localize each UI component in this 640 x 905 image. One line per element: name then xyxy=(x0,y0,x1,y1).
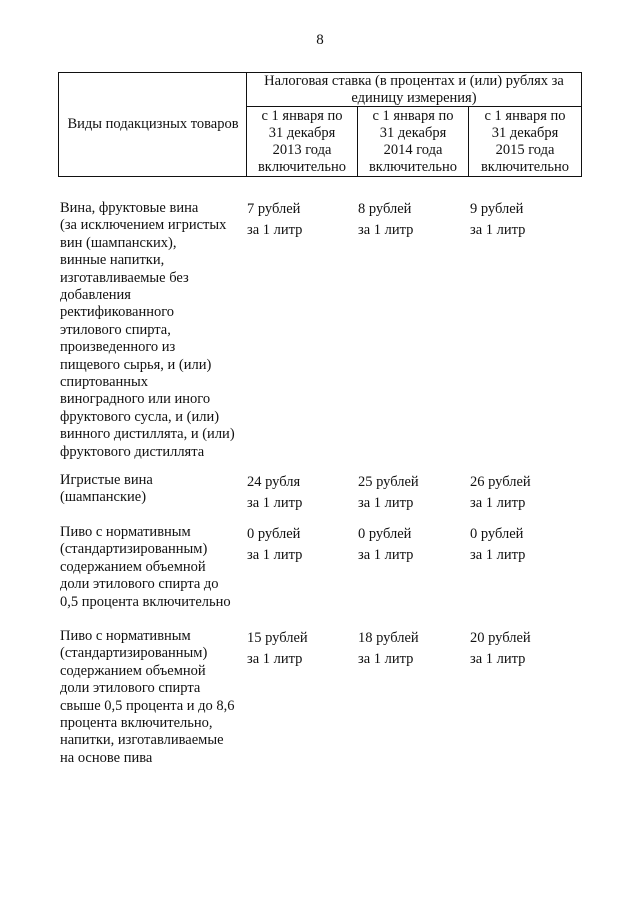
period-line: 2015 года xyxy=(495,142,555,158)
row-beer-low-rate-2013 xyxy=(247,524,302,566)
border-left xyxy=(58,72,59,177)
rate-amount: 15 рублей xyxy=(247,630,308,646)
row-wine-rate-2015 xyxy=(470,199,525,241)
rate-header-line: Налоговая ставка (в процентах и (или) рублях за xyxy=(264,73,564,89)
kind-line: фруктового дистиллята xyxy=(60,443,205,460)
row-beer-high-rate-2014 xyxy=(358,628,419,670)
rate-unit: за 1 литр xyxy=(358,222,414,238)
period-line: 2014 года xyxy=(383,142,443,158)
row-sparkling-rate-2014 xyxy=(358,472,419,514)
kind-line: вин (шампанских), xyxy=(60,234,177,251)
kind-line: Пиво с нормативным xyxy=(60,628,191,644)
row-sparkling-kind xyxy=(60,472,260,507)
rate-amount: 0 рублей xyxy=(358,526,412,542)
border-right xyxy=(581,72,582,177)
border-bottom xyxy=(58,176,582,177)
kind-line: свыше 0,5 процента и до 8,6 xyxy=(60,697,235,714)
rate-amount: 26 рублей xyxy=(470,474,531,490)
rate-unit: за 1 литр xyxy=(470,495,526,511)
kind-line: (стандартизированным) xyxy=(60,541,208,558)
rate-header-line: единицу измерения) xyxy=(351,90,477,106)
period-line: включительно xyxy=(257,159,347,175)
rate-unit: за 1 литр xyxy=(247,222,303,238)
period-line: включительно xyxy=(480,159,570,175)
rate-unit: за 1 литр xyxy=(470,651,526,667)
row-sparkling-rate-2013 xyxy=(247,472,302,514)
period-line: 2013 года xyxy=(272,142,332,158)
row-beer-low-kind xyxy=(60,524,260,611)
kind-line: содержанием объемной xyxy=(60,662,206,679)
period-2014-header xyxy=(358,108,468,176)
kind-line: виноградного или иного xyxy=(60,391,211,408)
row-beer-high-rate-2015 xyxy=(470,628,531,670)
kind-line: ректификованного xyxy=(60,304,175,321)
kind-line: Игристые вина xyxy=(60,472,153,488)
rate-header xyxy=(247,72,581,107)
row-beer-low-rate-2015 xyxy=(470,524,525,566)
kind-line: пищевого сырья, и (или) xyxy=(60,356,212,373)
rate-unit: за 1 литр xyxy=(358,495,414,511)
row-beer-high-kind xyxy=(60,628,260,767)
rate-unit: за 1 литр xyxy=(247,651,303,667)
rate-unit: за 1 литр xyxy=(470,222,526,238)
rate-unit: за 1 литр xyxy=(247,495,303,511)
row-sparkling-rate-2015 xyxy=(470,472,531,514)
rate-amount: 20 рублей xyxy=(470,630,531,646)
kind-line: процента включительно, xyxy=(60,715,213,732)
kind-line: содержанием объемной xyxy=(60,558,206,575)
kind-line: напитки, изготавливаемые xyxy=(60,732,224,749)
kind-line: доли этилового спирта до xyxy=(60,576,219,593)
kind-line: (стандартизированным) xyxy=(60,645,208,662)
row-wine-rate-2014 xyxy=(358,199,413,241)
kind-line: на основе пива xyxy=(60,749,153,766)
kind-line: этилового спирта, xyxy=(60,321,171,338)
kind-line: винные напитки, xyxy=(60,252,165,269)
kind-line: 0,5 процента включительно xyxy=(60,593,231,610)
period-2015-header xyxy=(469,108,581,176)
period-line: включительно xyxy=(368,159,458,175)
row-beer-high-rate-2013 xyxy=(247,628,308,670)
kind-line: Пиво с нормативным xyxy=(60,524,191,540)
kind-line: произведенного из xyxy=(60,339,176,356)
kind-line: (за исключением игристых xyxy=(60,217,227,234)
period-line: с 1 января по xyxy=(372,108,454,124)
kind-line: доли этилового спирта xyxy=(60,680,201,697)
kind-line: (шампанские) xyxy=(60,489,147,506)
rate-amount: 0 рублей xyxy=(247,526,301,542)
rate-unit: за 1 литр xyxy=(470,547,526,563)
rate-amount: 9 рублей xyxy=(470,201,524,217)
period-2013-header xyxy=(247,108,357,176)
kind-line: фруктового сусла, и (или) xyxy=(60,408,220,425)
rate-amount: 8 рублей xyxy=(358,201,412,217)
kind-line: винного дистиллята, и (или) xyxy=(60,426,235,443)
rate-unit: за 1 литр xyxy=(247,547,303,563)
period-line: с 1 января по xyxy=(484,108,566,124)
rate-amount: 18 рублей xyxy=(358,630,419,646)
row-wine-kind xyxy=(60,200,260,461)
period-line: 31 декабря xyxy=(268,125,336,141)
rate-amount: 0 рублей xyxy=(470,526,524,542)
row-wine-rate-2013 xyxy=(247,199,302,241)
rate-unit: за 1 литр xyxy=(358,651,414,667)
period-line: с 1 января по xyxy=(261,108,343,124)
rate-unit: за 1 литр xyxy=(358,547,414,563)
rate-amount: 7 рублей xyxy=(247,201,301,217)
kind-line: изготавливаемые без xyxy=(60,269,189,286)
kind-line: спиртованных xyxy=(60,374,149,391)
kind-line: Вина, фруктовые вина xyxy=(60,200,199,216)
period-line: 31 декабря xyxy=(379,125,447,141)
rate-amount: 25 рублей xyxy=(358,474,419,490)
table-header xyxy=(58,72,582,177)
page-number: 8 xyxy=(316,32,324,48)
kinds-header: Виды подакцизных товаров xyxy=(67,116,239,132)
rate-amount: 24 рубля xyxy=(247,474,301,490)
period-line: 31 декабря xyxy=(491,125,559,141)
row-beer-low-rate-2014 xyxy=(358,524,413,566)
kind-line: добавления xyxy=(60,287,131,304)
